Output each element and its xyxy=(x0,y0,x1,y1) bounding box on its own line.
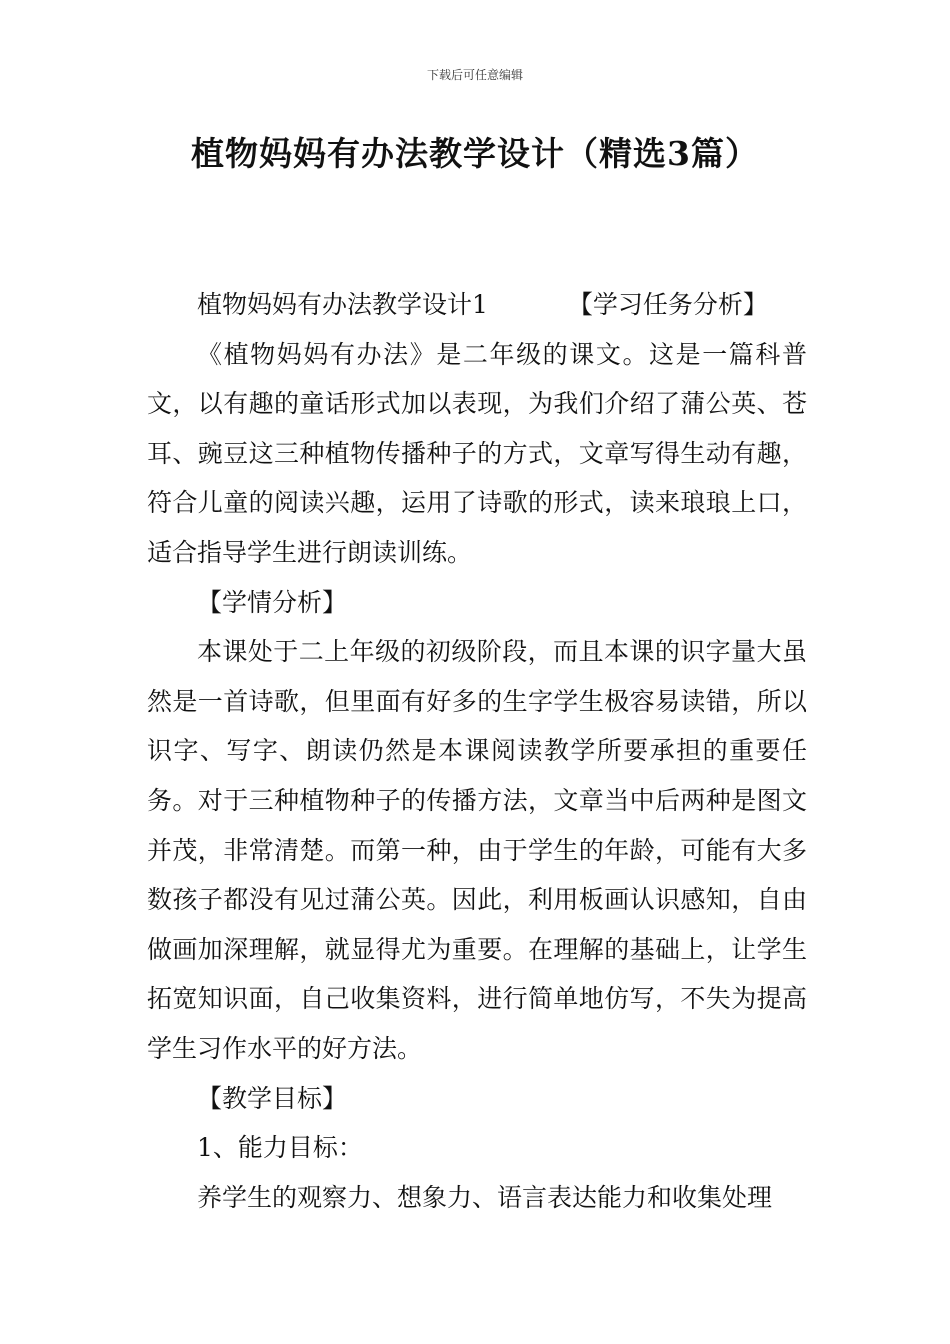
document-body xyxy=(147,280,807,1222)
paragraph: 养学生的观察力、想象力、语言表达能力和收集处理 xyxy=(197,1182,773,1212)
section-heading-line xyxy=(147,280,807,330)
paragraph: 《植物妈妈有办法》是二年级的课文。这是一篇科普文，以有趣的童话形式加以表现，为我们介绍了蒲公英、苍耳、豌豆这三种植物传播种子的方式，文章写得生动有趣，符合儿童的阅读兴趣，运用了诗歌的形式，读来琅琅上口，适合指导学生进行朗读训练。 xyxy=(147,339,807,567)
subsection-heading: 【教学目标】 xyxy=(197,1083,348,1113)
document-title: 植物妈妈有办法教学设计（精选3篇） xyxy=(191,134,759,173)
paragraph: 本课处于二上年级的初级阶段，而且本课的识字量大虽然是一首诗歌，但里面有好多的生字学生极容易读错，所以识字、写字、朗读仍然是本课阅读教学所要承担的重要任务。对于三种植物种子的传播方法，文章当中后两种是图文并茂，非常清楚。而第一种，由于学生的年龄，可能有大多数孩子都没有见过蒲公英。因此，利用板画认识感知，自由做画加深理解，就显得尤为重要。在理解的基础上，让学生拓宽知识面，自己收集资料，进行简单地仿写，不失为提高学生习作水平的好方法。 xyxy=(147,637,807,1063)
list-item-heading: 1、能力目标： xyxy=(197,1133,363,1163)
section-title: 植物妈妈有办法教学设计1 xyxy=(197,290,488,319)
subsection-heading: 【学情分析】 xyxy=(197,587,348,617)
subsection-heading: 【学习任务分析】 xyxy=(567,290,768,319)
header-note: 下载后可任意编辑 xyxy=(426,68,523,82)
